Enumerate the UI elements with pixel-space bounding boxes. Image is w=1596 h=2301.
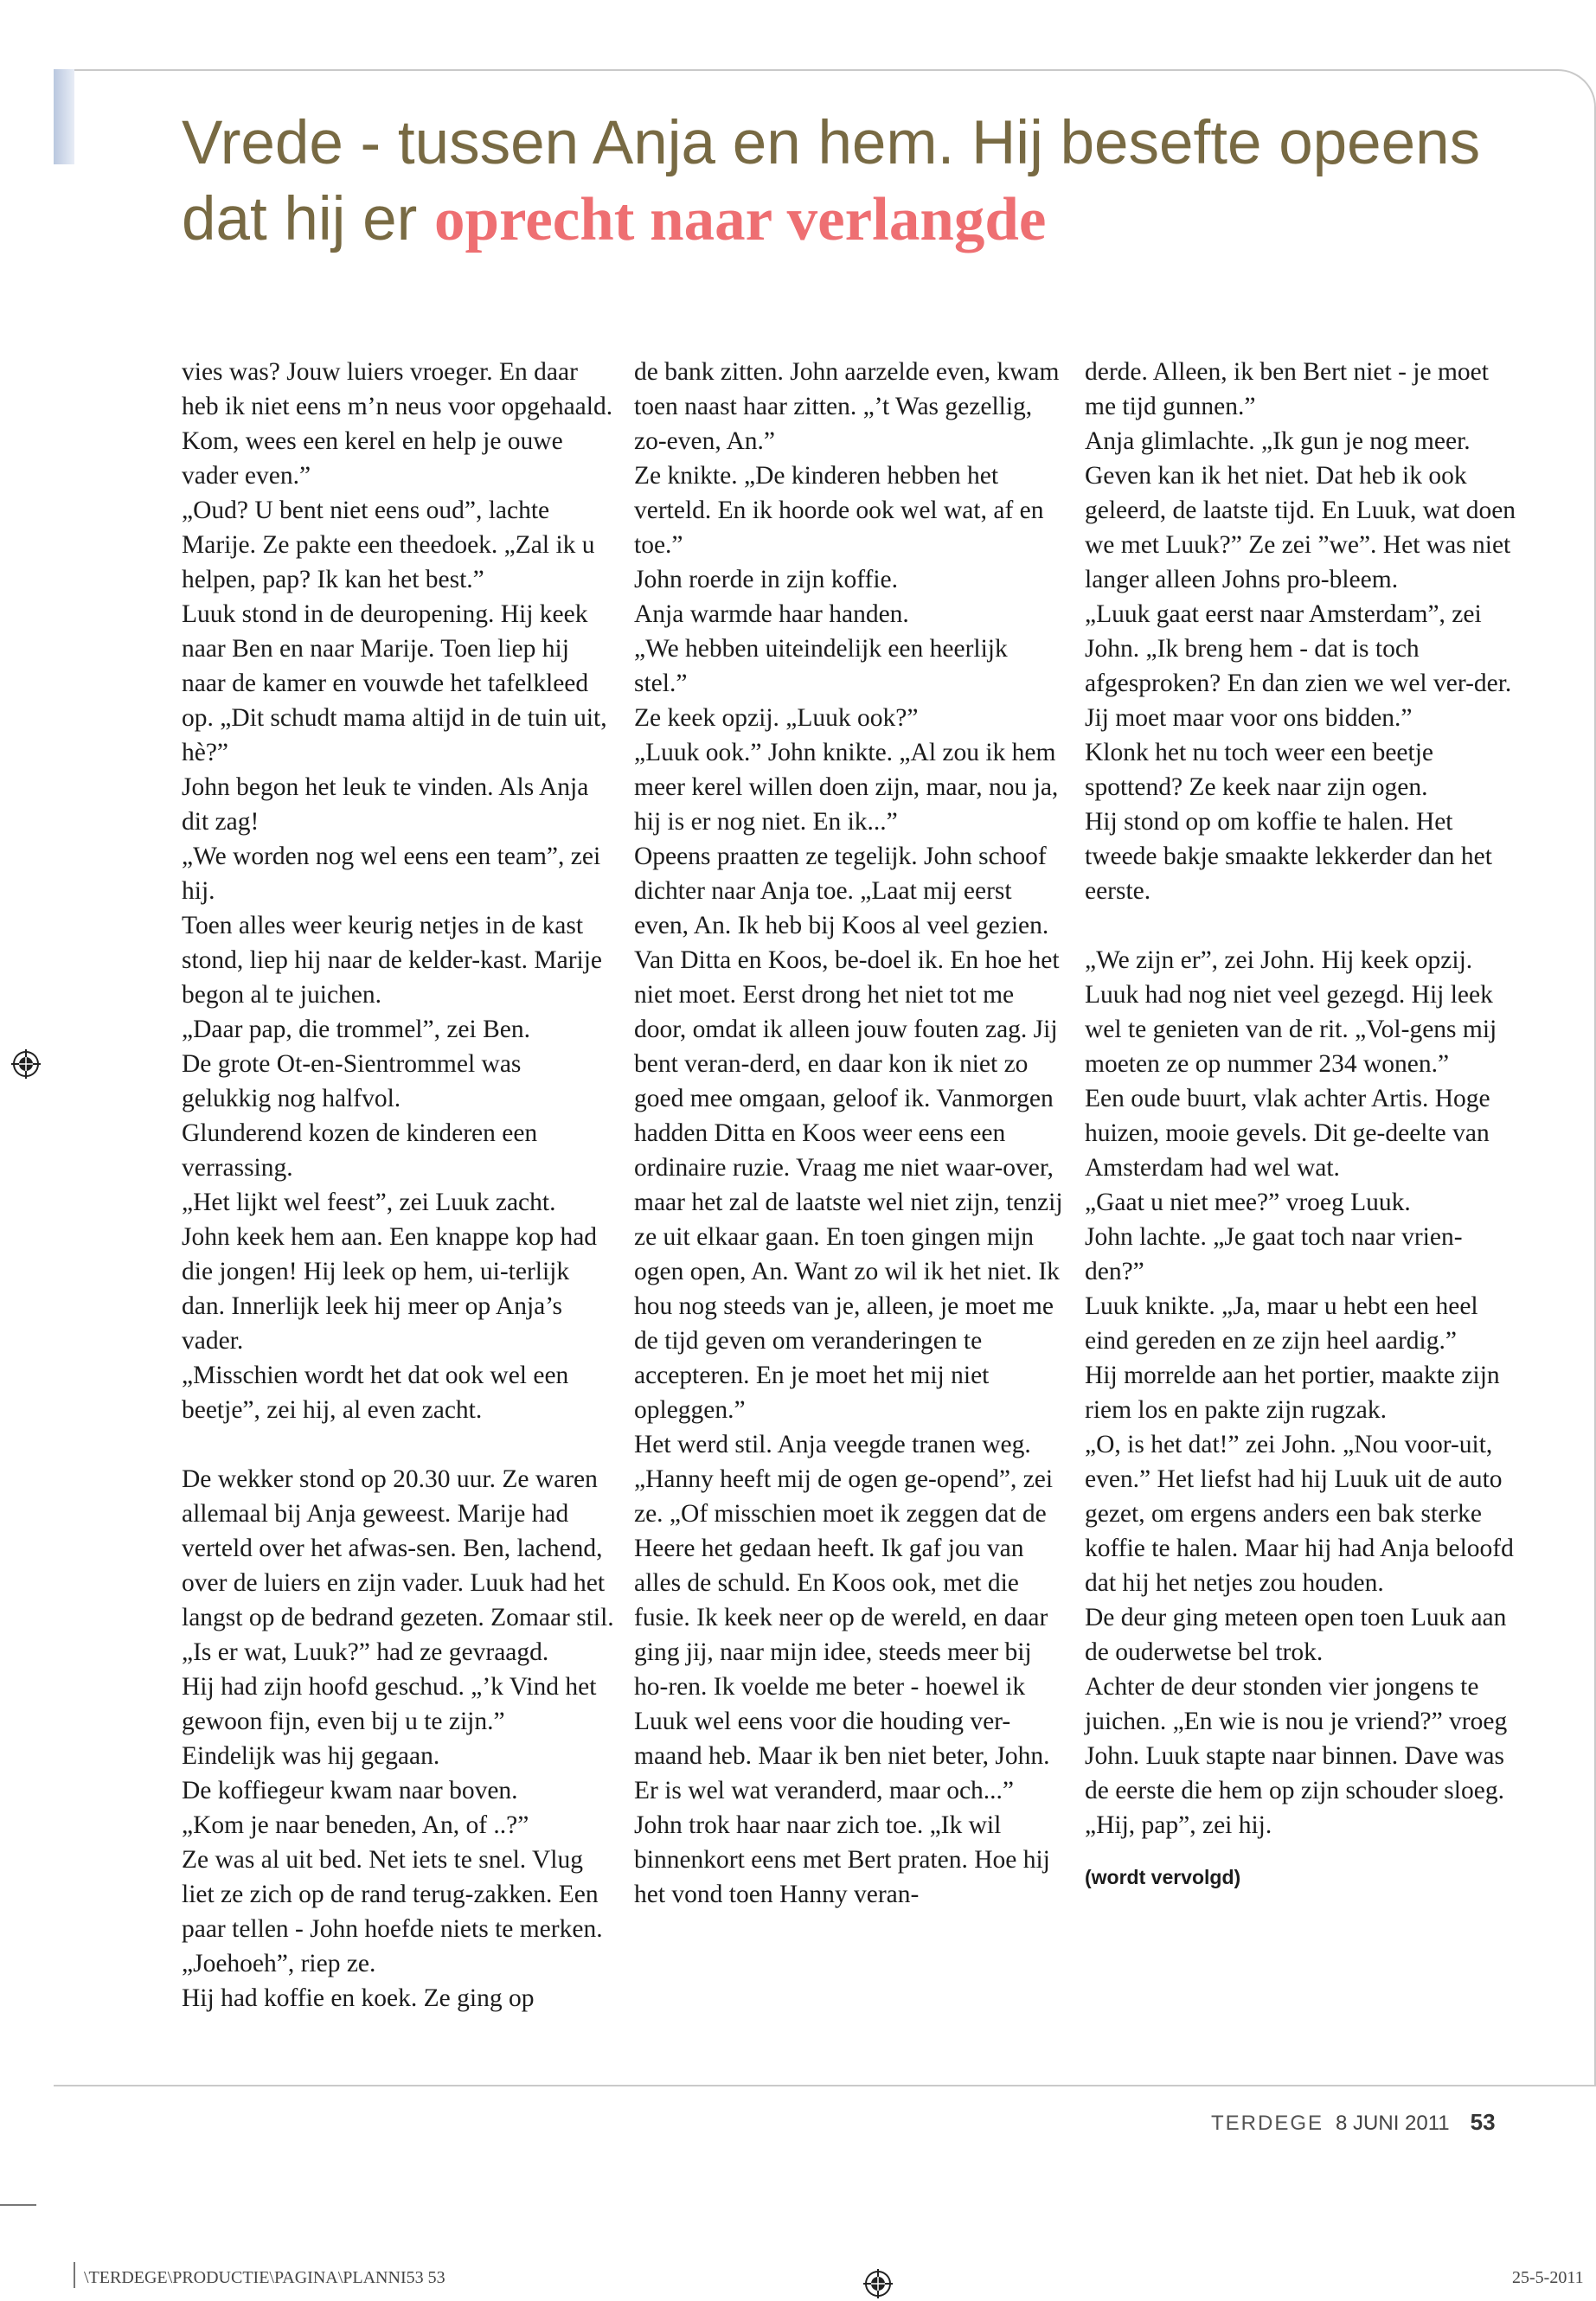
body-paragraph: Hij had zijn hoofd geschud. „’k Vind het gewoon fijn, even bij u te zijn.” [182,1673,597,1735]
body-paragraph: „Luuk gaat eerst naar Amsterdam”, zei John. „Ik breng hem - dat is toch afgesproken? En dan zien we wel ver-der. Jij moet maar voor ons bidden.” [1085,600,1512,732]
page-frame-bottom-rule [54,2085,1596,2086]
text-column-1 [182,355,614,2016]
body-paragraph: Ze was al uit bed. Net iets te snel. Vlug liet ze zich op de rand terug-zakken. Een paar tellen - John hoefde niets te merken. „Joehoeh”, riep ze. [182,1846,603,1977]
color-edge-mark [54,69,74,164]
headline-plain-text: dat hij er [182,185,435,253]
body-paragraph: Anja warmde haar handen. [634,600,909,628]
registration-mark-icon [11,1049,41,1079]
body-paragraph: Hij morrelde aan het portier, maakte zijn riem los en pakte zijn rugzak. [1085,1362,1500,1424]
slug-divider [74,2262,75,2288]
body-paragraph: Klonk het nu toch weer een beetje spottend? Ze keek naar zijn ogen. [1085,739,1434,801]
body-paragraph: Luuk knikte. „Ja, maar u hebt een heel eind gereden en ze zijn heel aardig.” [1085,1292,1478,1355]
headline-line-1: Vrede - tussen Anja en hem. Hij besefte opeens [182,109,1481,177]
body-paragraph: John lachte. „Je gaat toch naar vrien-den?” [1085,1223,1463,1285]
print-slug-date: 25-5-2011 [1512,2268,1584,2287]
body-paragraph: Toen alles weer keurig netjes in de kast stond, liep hij naar de kelder-kast. Marije begon al te juichen. [182,912,603,1009]
body-paragraph: De deur ging meteen open toen Luuk aan de ouderwetse bel trok. [1085,1604,1507,1666]
headline-accent-text: oprecht naar verlangde [434,186,1047,253]
body-paragraph: Achter de deur stonden vier jongens te juichen. „En wie is nou je vriend?” vroeg John. Luuk stapte naar binnen. Dave was de eerste die hem op zijn schouder sloeg. „Hij, pap”, zei hij. [1085,1673,1508,1839]
body-paragraph: „We worden nog wel eens een team”, zei hij. [182,843,601,905]
issue-date: 8 JUNI 2011 [1336,2112,1450,2135]
body-paragraph: de bank zitten. John aarzelde even, kwam toen naast haar zitten. „’t Was gezellig, zo-even, An.” [634,358,1060,455]
crop-mark [0,2204,36,2206]
page-number: 53 [1470,2109,1496,2135]
body-paragraph: Ze keek opzij. „Luuk ook?” [634,704,919,732]
body-paragraph: derde. Alleen, ik ben Bert niet - je moet me tijd gunnen.” [1085,358,1489,420]
body-paragraph: Anja glimlachte. „Ik gun je nog meer. Geven kan ik het niet. Dat heb ik ook geleerd, de laatste tijd. En Luuk, wat doen we met Luuk?” Ze zei ”we”. Het was niet langer alleen Johns pro-bleem. [1085,427,1516,593]
body-paragraph: Eindelijk was hij gegaan. [182,1742,440,1770]
body-paragraph: John roerde in zijn koffie. [634,566,899,593]
body-paragraph: „Kom je naar beneden, An, of ..?” [182,1811,529,1839]
body-paragraph: „Het lijkt wel feest”, zei Luuk zacht. [182,1189,556,1216]
body-paragraph: „We zijn er”, zei John. Hij keek opzij. Luuk had nog niet veel gezegd. Hij leek wel te genieten van de rit. „Vol-gens mij moeten ze op nummer 234 wonen.” [1085,946,1497,1078]
registration-mark-icon [863,2269,893,2298]
headline-line-2 [182,182,1531,258]
body-paragraph: Opeens praatten ze tegelijk. John schoof dichter naar Anja toe. „Laat mij eerst even, An. Ik heb bij Koos al veel gezien. Van Ditta en Koos, be-doel ik. En hoe het niet moet. Eerst drong het niet tot me door, omdat ik alleen jouw fouten zag. Jij bent veran-derd, en daar kon ik niet zo goed mee omgaan, geloof ik. Vanmorgen hadden Ditta en Koos weer eens een ordinaire ruzie. Vraag me niet waar-over, maar het zal de laatste wel niet zijn, tenzij ze uit elkaar gaan. En toen gingen mijn ogen open, An. Want zo wil ik het niet. Ik hou nog steeds van je, alleen, je moet me de tijd geven om veranderingen te accepteren. En je moet het mij niet opleggen.” [634,843,1063,1424]
text-column-2 [634,355,1067,1912]
section-break [1085,908,1517,943]
section-break [182,1427,614,1462]
text-column-3 [1085,355,1517,1894]
body-paragraph: vies was? Jouw luiers vroeger. En daar heb ik niet eens m’n neus voor opgehaald. Kom, wees een kerel en help je ouwe vader even.” [182,358,613,490]
body-paragraph: De grote Ot-en-Sientrommel was gelukkig nog halfvol. [182,1050,522,1112]
body-paragraph: „Daar pap, die trommel”, zei Ben. [182,1016,530,1043]
body-paragraph: Het werd stil. Anja veegde tranen weg. „Hanny heeft mij de ogen ge-opend”, zei ze. „Of misschien moet ik zeggen dat de Heere het gedaan heeft. Ik gaf jou van alles de schuld. En Koos ook, met die fusie. Ik keek neer op de wereld, en daar ging jij, naar mijn idee, steeds meer bij ho-ren. Ik voelde me beter - hoewel ik Luuk wel eens voor die houding ver-maand heb. Maar ik ben niet beter, John. Er is wel wat veranderd, maar och...” [634,1431,1054,1804]
body-paragraph: De wekker stond op 20.30 uur. Ze waren allemaal bij Anja geweest. Marije had verteld over het afwas-sen. Ben, lachend, over de luiers en zijn vader. Luuk had het langst op de bedrand gezeten. Zomaar stil. [182,1465,614,1631]
body-paragraph: Hij had koffie en koek. Ze ging op [182,1984,535,2012]
body-paragraph: Hij stond op om koffie te halen. Het tweede bakje smaakte lekkerder dan het eerste. [1085,808,1492,905]
page-footer [1211,2109,1596,2136]
body-paragraph: Luuk stond in de deuropening. Hij keek naar Ben en naar Marije. Toen liep hij naar de kamer en vouwde het tafelkleed op. „Dit schudt mama altijd in de tuin uit, hè?” [182,600,607,766]
body-paragraph: „We hebben uiteindelijk een heerlijk stel.” [634,635,1008,697]
body-paragraph: „Is er wat, Luuk?” had ze gevraagd. [182,1638,549,1666]
body-paragraph: John begon het leuk te vinden. Als Anja dit zag! [182,773,589,836]
print-slug-path: \TERDEGE\PRODUCTIE\PAGINA\PLANNI53 53 [84,2268,445,2287]
article-headline [182,106,1531,258]
body-paragraph: „Luuk ook.” John knikte. „Al zou ik hem meer kerel willen doen zijn, maar, nou ja, hij is er nog niet. En ik...” [634,739,1059,836]
body-paragraph: „O, is het dat!” zei John. „Nou voor-uit, even.” Het liefst had hij Luuk uit de auto gezet, om ergens anders een bak sterke koffie te halen. Maar hij had Anja beloofd dat hij het netjes zou houden. [1085,1431,1514,1597]
body-paragraph: Een oude buurt, vlak achter Artis. Hoge huizen, mooie gevels. Dit ge-deelte van Amsterdam had wel wat. [1085,1085,1490,1182]
body-paragraph: „Misschien wordt het dat ook wel een beetje”, zei hij, al even zacht. [182,1362,569,1424]
body-paragraph: „Oud? U bent niet eens oud”, lachte Marije. Ze pakte een theedoek. „Zal ik u helpen, pap? Ik kan het best.” [182,497,595,593]
body-paragraph: John trok haar naar zich toe. „Ik wil binnenkort eens met Bert praten. Hoe hij het vond toen Hanny veran- [634,1811,1050,1908]
magazine-name: TERDEGE [1211,2112,1324,2135]
body-paragraph: Ze knikte. „De kinderen hebben het verteld. En ik hoorde ook wel wat, af en toe.” [634,462,1044,559]
body-paragraph: De koffiegeur kwam naar boven. [182,1777,518,1804]
body-paragraph: „Gaat u niet mee?” vroeg Luuk. [1085,1189,1411,1216]
body-paragraph: John keek hem aan. Een knappe kop had die jongen! Hij leek op hem, ui-terlijk dan. Innerlijk leek hij meer op Anja’s vader. [182,1223,598,1355]
to-be-continued-note: (wordt vervolgd) [1085,1866,1241,1888]
body-paragraph: Glunderend kozen de kinderen een verrassing. [182,1119,538,1182]
